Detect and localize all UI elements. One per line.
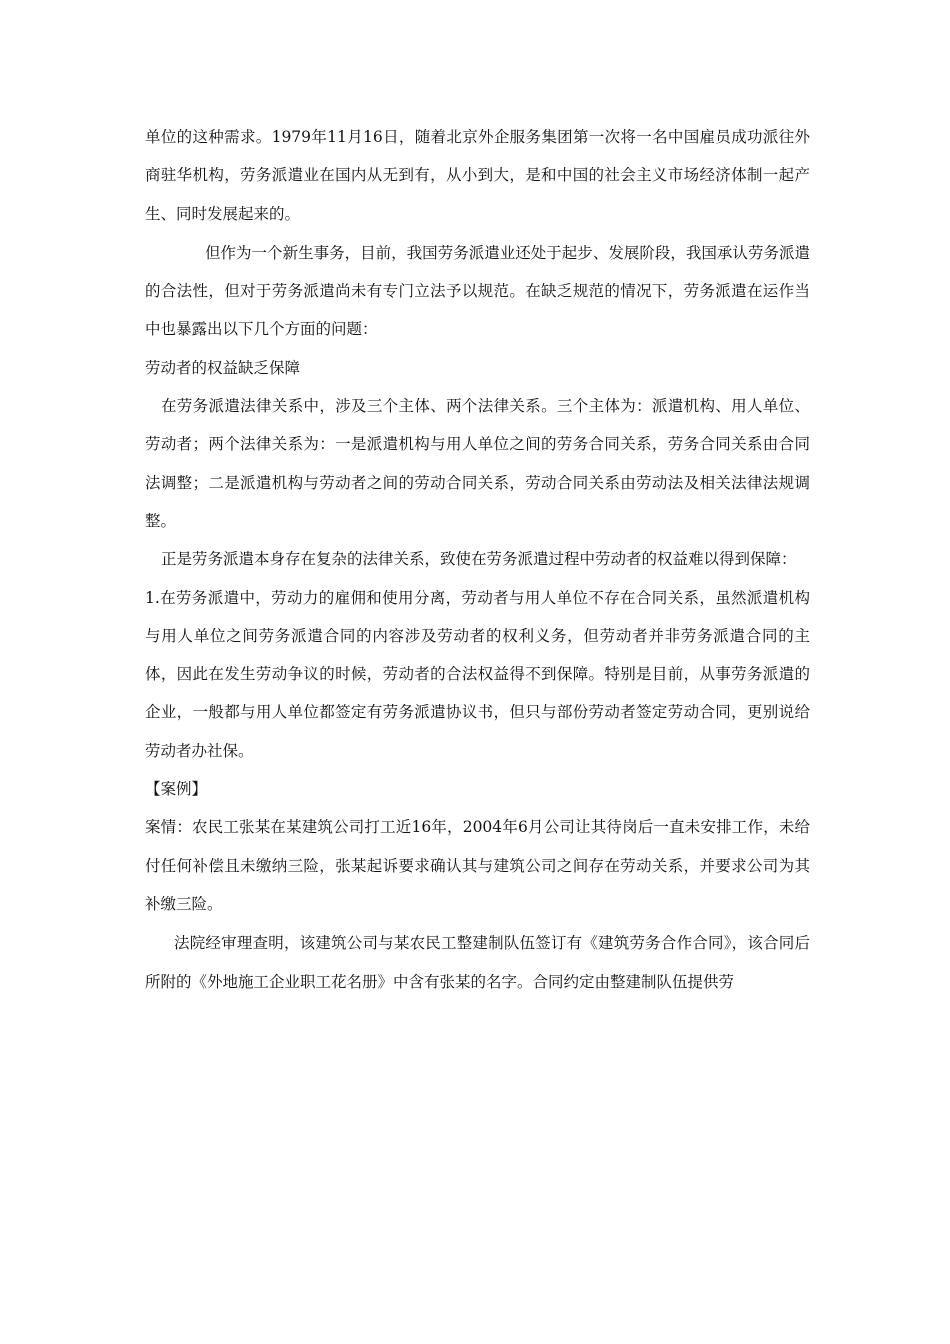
section-heading-rights: 劳动者的权益缺乏保障 [145,358,301,377]
paragraph-case-facts: 案情：农民工张某在某建筑公司打工近16年，2004年6月公司让其待岗后一直未安排工作，未给付任何补偿且未缴纳三险，张某起诉要求确认其与建筑公司之间存在劳动关系，并要求公司为其补缴三险。 [145,818,810,913]
paragraph-complex-relations: 正是劳务派遣本身存在复杂的法律关系，致使在劳务派遣过程中劳动者的权益难以得到保障： [161,550,797,569]
paragraph-legal-relations: 在劳务派遣法律关系中，涉及三个主体、两个法律关系。三个主体为：派遣机构、用人单位、劳动者；两个法律关系为：一是派遣机构与用人单位之间的劳务合同关系，劳务合同关系由合同法调整；二是派遣机构与劳动者之间的劳动合同关系，劳动合同关系由劳动法及相关法律法规调整。 [145,397,810,530]
paragraph-court-findings: 法院经审理查明，该建筑公司与某农民工整建制队伍签订有《建筑劳务合作合同》，该合同后所附的《外地施工企业职工花名册》中含有张某的名字。合同约定由整建制队伍提供劳 [145,934,810,991]
paragraph-current-status: 但作为一个新生事务，目前，我国劳务派遣业还处于起步、发展阶段，我国承认劳务派遣的合法性，但对于劳务派遣尚未有专门立法予以规范。在缺乏规范的情况下，劳务派遣在运作当中也暴露出以下几个方面的问题： [145,243,810,339]
paragraph-history: 单位的这种需求。1979年11月16日，随着北京外企服务集团第一次将一名中国雇员成功派往外商驻华机构，劳务派遣业在国内从无到有，从小到大，是和中国的社会主义市场经济体制一起产生、同时发展起来的。 [145,128,810,223]
paragraph-point-1: 1.在劳务派遣中，劳动力的雇佣和使用分离，劳动者与用人单位不存在合同关系，虽然派遣机构与用人单位之间劳务派遣合同的内容涉及劳动者的权利义务，但劳动者并非劳务派遣合同的主体，因此在发生劳动争议的时候，劳动者的合法权益得不到保障。特别是目前，从事劳务派遣的企业，一般都与用人单位都签定有劳务派遣协议书，但只与部份劳动者签定劳动合同，更别说给劳动者办社保。 [145,588,810,760]
document-body [145,118,810,1001]
case-heading: 【案例】 [145,780,208,799]
